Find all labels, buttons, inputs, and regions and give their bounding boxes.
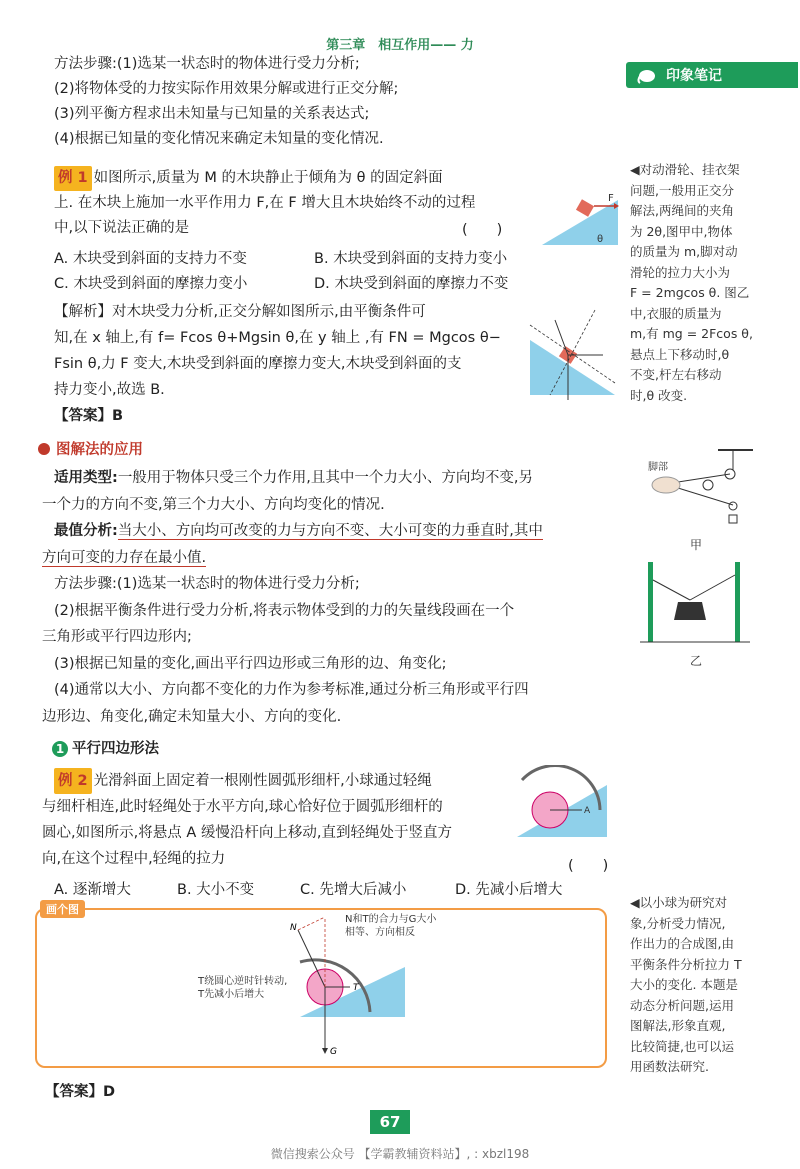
- example2-option-d[interactable]: D. 先减小后增大: [455, 882, 563, 898]
- example2-line4: 向,在这个过程中,轻绳的拉力: [42, 851, 226, 867]
- example1-options: [54, 247, 622, 297]
- analysis1-line2: 知,在 x 轴上,有 f= Fcos θ+Mgsin θ,在 y 轴上 ,有 FN = Mgcos θ−: [54, 330, 501, 346]
- example1-answer-paren: ( ): [462, 222, 503, 238]
- example2-answer-paren: ( ): [568, 858, 609, 874]
- method1-line3: (3)列平衡方程求出未知量与已知量的关系表达式;: [54, 106, 370, 122]
- analysis1-line3: Fsin θ,力 F 变大,木块受到斜面的摩擦力变大,木块受到斜面的支: [54, 356, 462, 372]
- side2-line: 比较简捷,也可以运: [630, 1038, 734, 1054]
- answer1: 【答案】B: [54, 408, 124, 424]
- notes-badge-label: 印象笔记: [666, 68, 722, 84]
- draw-note2: 相等、方向相反: [345, 927, 415, 938]
- method2-line4a: (4)通常以大小、方向都不变化的力作为参考标准,通过分析三角形或平行四: [54, 682, 529, 698]
- side2-line: 平衡条件分析拉力 T: [630, 956, 742, 972]
- method1-line2: (2)将物体受的力按实际作用效果分解或进行正交分解;: [54, 81, 399, 97]
- fig1-F-label: F: [608, 193, 614, 204]
- method2-line3: (3)根据已知量的变化,画出平行四边形或三角形的边、角变化;: [54, 655, 447, 672]
- fig-yi-caption: 乙: [690, 654, 703, 668]
- example1-option-c[interactable]: C. 木块受到斜面的摩擦力变小: [54, 276, 248, 292]
- side-note-2: [630, 893, 780, 1078]
- side2-line: 作出力的合成图,由: [630, 936, 734, 951]
- elephant-icon: [636, 66, 658, 84]
- incline-figure-1: [540, 190, 620, 250]
- example1-line2: 上. 在木块上施加一水平作用力 F,在 F 增大且木块始终不动的过程: [54, 195, 476, 211]
- side2-line: 用函数法研究.: [630, 1059, 709, 1074]
- example2-option-b[interactable]: B. 大小不变: [177, 882, 255, 898]
- side1-line: 解法,两绳间的夹角: [630, 203, 734, 218]
- side2-line: 动态分析问题,运用: [630, 997, 734, 1013]
- side2-line: 大小的变化. 本题是: [630, 977, 738, 992]
- method2-line2a: (2)根据平衡条件进行受力分析,将表示物体受到的力的矢量线段画在一个: [54, 602, 515, 619]
- arc-rod-figure: [512, 765, 612, 840]
- parallelogram-subheading: [52, 737, 159, 758]
- sub1-number: 1: [52, 741, 68, 757]
- fig1-theta-label: θ: [597, 234, 604, 245]
- answer2: 【答案】D: [45, 1084, 116, 1100]
- example1-line3: 中,以下说法正确的是: [54, 220, 190, 236]
- extreme-label: 最值分析:: [54, 523, 118, 539]
- hanger-figure-yi: [640, 560, 750, 645]
- analysis1-line1: 【解析】对木块受力分析,正交分解如图所示,由平衡条件可: [54, 304, 426, 320]
- side1-line: ◀对动滑轮、挂衣架: [630, 162, 740, 177]
- draw-note3: T绕圆心逆时针转动,: [198, 976, 288, 987]
- draw-note-left: [198, 975, 287, 1001]
- draw-note4: T先减小后增大: [198, 989, 265, 1000]
- page-number: 67: [370, 1110, 410, 1134]
- side1-line: m,有 mg = 2Fcos θ,: [630, 326, 753, 341]
- side1-line: 滑轮的拉力大小为: [630, 264, 731, 280]
- example2-option-a[interactable]: A. 逐渐增大: [54, 882, 131, 898]
- example2-options: [54, 878, 614, 903]
- example1-option-d[interactable]: D. 木块受到斜面的摩擦力不变: [314, 276, 509, 292]
- analysis1: [54, 299, 514, 429]
- fig3-N-label: N: [290, 923, 297, 933]
- example2-line3: 圆心,如图所示,将悬点 A 缓慢沿杆向上移动,直到轻绳处于竖直方: [42, 825, 452, 841]
- page-footer: 微信搜索公众号 【学霸教辅资料站】, : xbzl198: [270, 1147, 530, 1161]
- fig3-T-label: T: [353, 983, 359, 993]
- side1-line: F = 2mgcos θ. 图乙: [630, 285, 750, 300]
- fig-jia-caption: 甲: [690, 538, 703, 552]
- pulley-figure-jia: [648, 440, 758, 530]
- section2-body: [42, 465, 622, 730]
- side1-line: 不变,杆左右移动: [630, 367, 722, 382]
- side1-line: 时,θ 改变.: [630, 387, 688, 403]
- side1-line: 为 2θ,图甲中,物体: [630, 223, 733, 239]
- side1-line: 中,衣服的质量为: [630, 305, 722, 321]
- method2-line4b: 边形边、角变化,确定未知量大小、方向的变化.: [42, 708, 342, 725]
- fig-foot-label: 脚部: [648, 462, 668, 473]
- side1-line: 的质量为 m,脚对动: [630, 244, 738, 259]
- example2-option-c[interactable]: C. 先增大后减小: [300, 882, 407, 898]
- force-diagram-1: [525, 305, 620, 405]
- extreme-line2: 方向可变的力存在最小值.: [42, 549, 207, 566]
- side2-line: 象,分析受力情况,: [630, 915, 726, 931]
- example1-option-a[interactable]: A. 木块受到斜面的支持力不变: [54, 251, 247, 267]
- method1-line1: 方法步骤:(1)选某一状态时的物体进行受力分析;: [54, 56, 360, 72]
- example1-option-b[interactable]: B. 木块受到斜面的支持力变小: [314, 251, 508, 267]
- example1-line1: 如图所示,质量为 M 的木块静止于倾角为 θ 的固定斜面: [93, 170, 443, 186]
- side1-line: 问题,一般用正交分: [630, 182, 734, 198]
- section-title: 图解法的应用: [56, 442, 143, 458]
- extreme-line1: 当大小、方向均可改变的力与方向不变、大小可变的力垂直时,其中: [117, 523, 543, 539]
- example2: [42, 768, 514, 872]
- type-label: 适用类型:: [54, 470, 118, 486]
- type-line2: 一个力的方向不变,第三个力大小、方向均变化的情况.: [42, 496, 385, 513]
- notes-badge: [626, 62, 798, 88]
- draw-note-top: [345, 913, 436, 939]
- side2-line: 图解法,形象直观,: [630, 1018, 726, 1033]
- example1-tag: 例 1: [54, 166, 92, 191]
- draw-box-label: 画个图: [40, 900, 85, 918]
- example2-line2: 与细杆相连,此时轻绳处于水平方向,球心恰好位于圆弧形细杆的: [42, 799, 443, 815]
- chapter-header: 第三章 相互作用—— 力: [326, 38, 474, 53]
- fig3-G-label: G: [330, 1047, 337, 1057]
- section-bullet-icon: [38, 443, 50, 455]
- type-line1: 一般用于物体只受三个力作用,且其中一个力大小、方向均不变,另: [117, 470, 534, 486]
- side-note-1: [630, 160, 780, 406]
- example2-tag: 例 2: [54, 768, 92, 794]
- method2-line2b: 三角形或平行四边形内;: [42, 629, 192, 645]
- side1-line: 悬点上下移动时,θ: [630, 346, 730, 362]
- example2-line1: 光滑斜面上固定着一根刚性圆弧形细杆,小球通过轻绳: [93, 773, 432, 789]
- draw-note1: N和T的合力与G大小: [345, 914, 437, 925]
- fig2-A-label: A: [584, 806, 591, 816]
- side2-line: ◀以小球为研究对: [630, 895, 728, 910]
- section-graphic-method: [38, 438, 143, 459]
- method2-line1: 方法步骤:(1)选某一状态时的物体进行受力分析;: [54, 576, 360, 592]
- analysis1-line4: 持力变小,故选 B.: [54, 382, 165, 398]
- sub1-title: 平行四边形法: [72, 741, 159, 757]
- method1-line4: (4)根据已知量的变化情况来确定未知量的变化情况.: [54, 131, 384, 147]
- method-steps-1: [54, 52, 622, 152]
